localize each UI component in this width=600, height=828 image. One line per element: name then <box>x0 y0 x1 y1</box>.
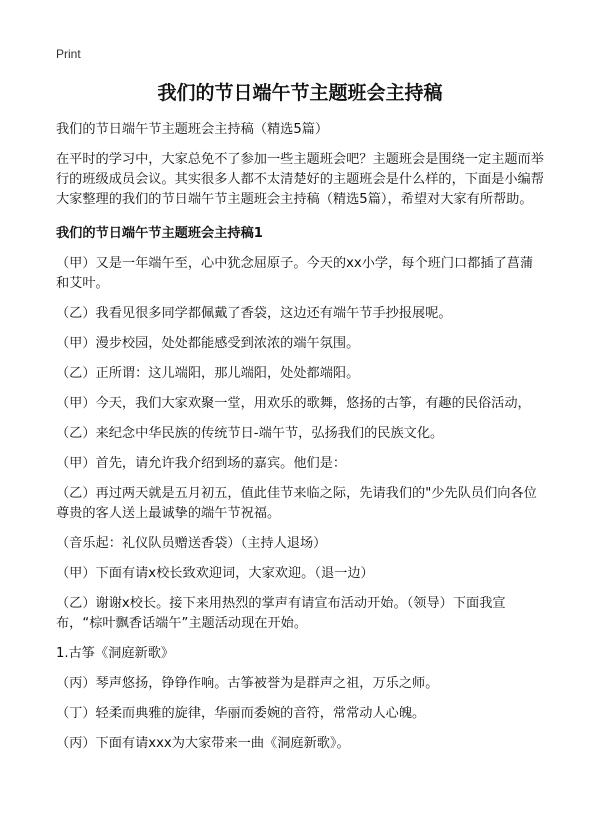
paragraph: （丙）下面有请xxx为大家带来一曲《洞庭新歌》。 <box>56 736 350 751</box>
paragraph: （甲）下面有请x校长致欢迎词，大家欢迎。（退一边） <box>56 566 374 581</box>
page-title: 我们的节日端午节主题班会主持稿 <box>157 82 443 104</box>
document-subtitle: 我们的节日端午节主题班会主持稿（精选5篇） <box>56 122 329 137</box>
paragraph: （甲）又是一年端午至，心中犹念屈原子。今天的xx小学，每个班门口都插了菖蒲和艾叶。 <box>56 256 534 291</box>
paragraph: （甲）首先，请允许我介绍到场的嘉宾。他们是： <box>56 456 347 471</box>
paragraph: （丁）轻柔而典雅的旋律，华丽而委婉的音符，常常动人心魄。 <box>56 706 426 721</box>
section-heading: 我们的节日端午节主题班会主持稿1 <box>56 226 263 241</box>
paragraph: （乙）我看见很多同学都佩戴了香袋，这边还有端午节手抄报展呢。 <box>56 306 452 321</box>
intro-paragraph: 在平时的学习中，大家总免不了参加一些主题班会吧？主题班会是围绕一定主题而举行的班级成员会议。其实很多人都不太清楚好的主题班会是什么样的，下面是小编帮大家整理的我们的节日端午节主题班会主持稿（精选5篇），希望对大家有所帮助。 <box>56 152 544 207</box>
document-body <box>56 120 546 764</box>
paragraph: （音乐起：礼仪队员赠送香袋）（主持人退场） <box>56 536 327 551</box>
paragraph: （甲）漫步校园，处处都能感受到浓浓的端午氛围。 <box>56 336 360 351</box>
print-label: Print <box>56 47 81 61</box>
paragraph: （甲）今天，我们大家欢聚一堂，用欢乐的歌舞，悠扬的古筝，有趣的民俗活动， <box>56 396 531 411</box>
paragraph: （乙）再过两天就是五月初五，值此佳节来临之际，先请我们的"少先队员们向各位尊贵的客人送上最诚挚的端午节祝福。 <box>56 486 537 521</box>
paragraph: （丙）琴声悠扬，铮铮作响。古筝被誉为是群声之祖，万乐之师。 <box>56 676 439 691</box>
paragraph: （乙）来纪念中华民族的传统节日-端午节，弘扬我们的民族文化。 <box>56 426 444 441</box>
paragraph: （乙）正所谓：这儿端阳，那儿端阳，处处都端阳。 <box>56 366 360 381</box>
list-heading: 1.古筝《洞庭新歌》 <box>56 646 175 661</box>
paragraph: （乙）谢谢x校长。接下来用热烈的掌声有请宣布活动开始。（领导）下面我宣布，“棕叶飘香话端午”主题活动现在开始。 <box>56 596 506 631</box>
